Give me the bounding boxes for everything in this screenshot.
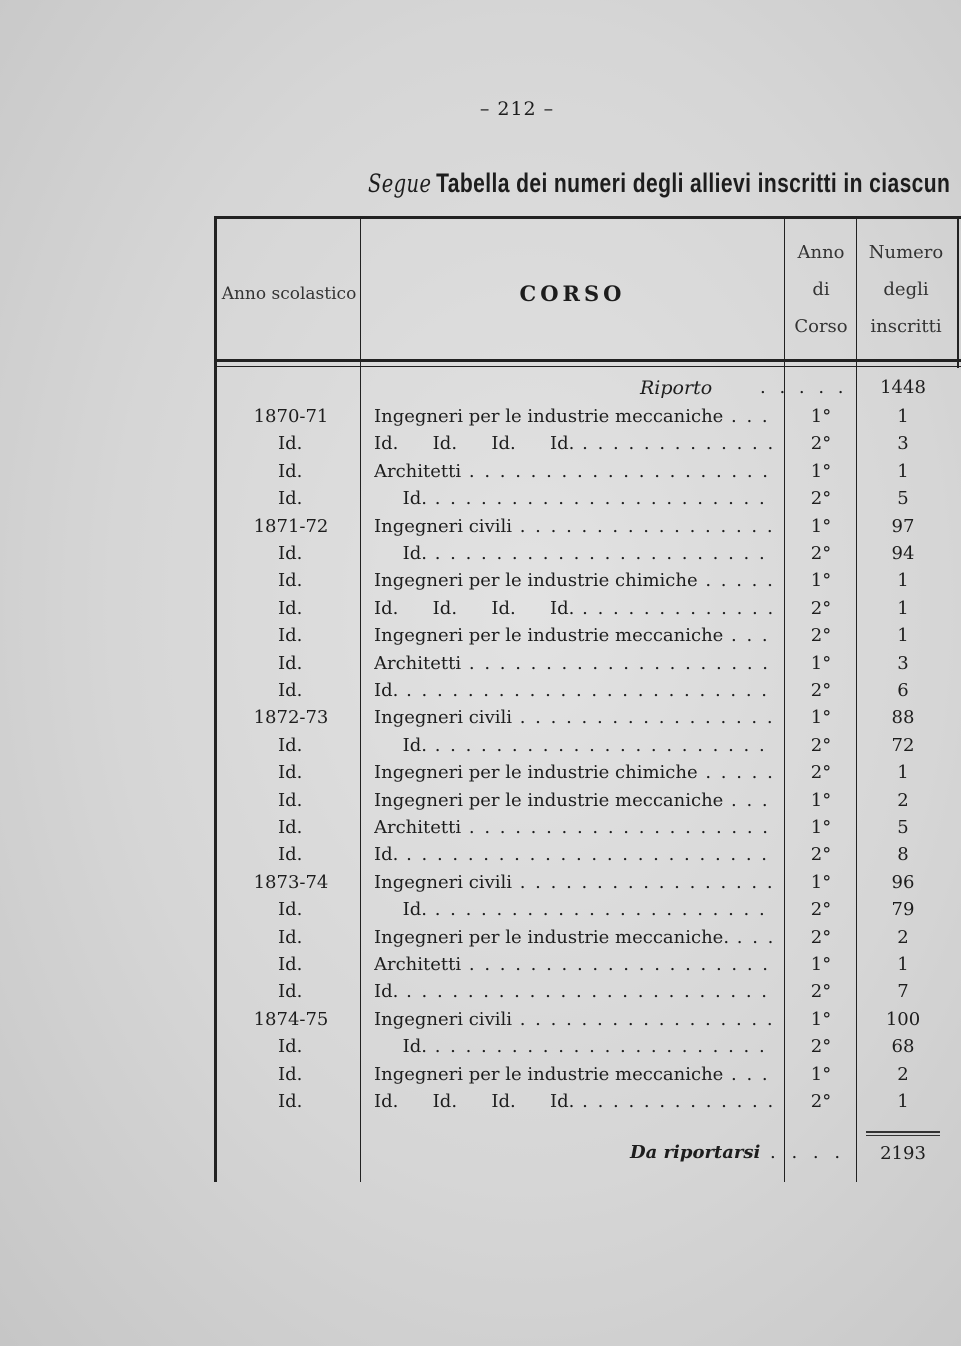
cell-course: Id. . . . <box>374 899 774 920</box>
table-row <box>0 541 961 569</box>
cell-course: Id. . . . <box>374 680 774 701</box>
riporto-value: 1448 <box>880 377 926 398</box>
table-row <box>0 815 961 843</box>
cell-anno-corso: 1° <box>810 460 832 482</box>
cell-num-inscritti: 1 <box>897 625 909 647</box>
table-row <box>0 486 961 514</box>
cell-num-inscritti: 100 <box>885 1008 921 1030</box>
cell-year: Id. <box>278 570 303 592</box>
header-num-3: inscritti <box>870 316 942 337</box>
cell-num-inscritti: 1 <box>897 406 909 427</box>
table-row <box>0 459 961 487</box>
cell-year: Id. <box>278 817 303 838</box>
cell-anno-corso: 1° <box>810 707 832 729</box>
cell-num-inscritti: 1 <box>897 762 909 784</box>
cell-year: Id. <box>278 762 303 784</box>
cell-course: Architetti . . . <box>374 817 774 838</box>
table-right-border <box>957 218 959 368</box>
table-row <box>0 678 961 706</box>
header-num-1: Numero <box>868 242 944 263</box>
cell-course: Architetti . . . <box>374 653 774 674</box>
cell-anno-corso: 2° <box>810 597 832 619</box>
table-row <box>0 788 961 816</box>
cell-num-inscritti: 5 <box>897 817 909 838</box>
cell-anno-corso: 2° <box>810 899 832 921</box>
cell-anno-corso: 1° <box>810 652 832 674</box>
cell-year: Id. <box>278 1091 303 1112</box>
heading-prefix: Segue <box>368 169 432 198</box>
cell-course: Ingegneri civili . . . <box>374 516 774 537</box>
table-row <box>0 596 961 624</box>
cell-num-inscritti: 6 <box>897 680 909 701</box>
header-bottom-rule <box>214 359 961 362</box>
cell-anno-corso: 2° <box>810 734 832 756</box>
cell-year: Id. <box>278 680 303 701</box>
table-row <box>0 1034 961 1062</box>
carry-forward-total: 2193 <box>880 1143 926 1164</box>
cell-year: Id. <box>278 899 303 921</box>
cell-course: Ingegneri per le industrie chimiche . . . <box>374 570 774 591</box>
cell-num-inscritti: 72 <box>891 734 915 756</box>
table-row <box>0 623 961 651</box>
cell-year: 1871-72 <box>253 515 329 537</box>
cell-num-inscritti: 68 <box>891 1036 915 1058</box>
cell-num-inscritti: 94 <box>891 543 915 564</box>
table-heading <box>368 168 951 199</box>
cell-year: Id. <box>278 652 303 674</box>
cell-num-inscritti: 79 <box>891 899 915 921</box>
cell-num-inscritti: 2 <box>897 926 909 948</box>
cell-course: Ingegneri civili . . . <box>374 1009 774 1030</box>
cell-year: 1874-75 <box>253 1008 329 1030</box>
table-row <box>0 925 961 953</box>
cell-year: 1873-74 <box>253 871 329 893</box>
cell-course: Ingegneri per le industrie meccaniche . . . <box>374 625 774 646</box>
table-row <box>0 1007 961 1035</box>
riporto-label: Riporto <box>640 377 713 399</box>
cell-anno-corso: 1° <box>810 871 832 893</box>
cell-num-inscritti: 1 <box>897 1091 909 1112</box>
cell-year: Id. <box>278 954 303 975</box>
cell-num-inscritti: 2 <box>897 1063 909 1085</box>
cell-anno-corso: 1° <box>810 1008 832 1030</box>
cell-course: Architetti . . . <box>374 461 774 482</box>
cell-course: Ingegneri per le industrie meccaniche. . . . <box>374 927 774 948</box>
cell-year: Id. <box>278 460 303 482</box>
cell-num-inscritti: 7 <box>897 981 909 1003</box>
cell-anno-corso: 2° <box>810 1091 832 1112</box>
total-rule-thin <box>866 1135 940 1136</box>
page-number: – 212 – <box>479 98 555 120</box>
cell-anno-corso: 2° <box>810 488 832 510</box>
cell-course: Id. . . . <box>374 488 774 509</box>
cell-course: Architetti . . . <box>374 954 774 975</box>
cell-anno-corso: 2° <box>810 680 832 701</box>
cell-anno-corso: 1° <box>810 570 832 592</box>
table-row <box>0 705 961 733</box>
table-row <box>0 514 961 542</box>
cell-num-inscritti: 5 <box>897 488 909 510</box>
table-row <box>0 842 961 870</box>
cell-year: 1872-73 <box>253 707 329 729</box>
header-anno-1: Anno <box>797 242 845 263</box>
cell-year: Id. <box>278 981 303 1003</box>
cell-year: Id. <box>278 734 303 756</box>
table-row <box>0 568 961 596</box>
cell-num-inscritti: 1 <box>897 460 909 482</box>
cell-anno-corso: 2° <box>810 543 832 564</box>
cell-course: Id. Id. Id. Id. . . . <box>374 1091 774 1112</box>
riporto-leader: . . . . . <box>760 377 848 398</box>
table-row <box>0 1089 961 1117</box>
table-top-rule <box>214 216 961 219</box>
table-row <box>0 651 961 679</box>
carry-forward-leader: . . . . <box>770 1142 846 1163</box>
cell-num-inscritti: 2 <box>897 789 909 811</box>
cell-anno-corso: 1° <box>810 789 832 811</box>
table-row <box>0 404 961 432</box>
cell-course: Ingegneri per le industrie meccaniche . . . <box>374 790 774 811</box>
cell-anno-corso: 1° <box>810 515 832 537</box>
cell-year: Id. <box>278 597 303 619</box>
cell-course: Ingegneri civili . . . <box>374 872 774 893</box>
cell-course: Id. . . . <box>374 543 774 564</box>
table-row <box>0 897 961 925</box>
header-bottom-rule-thin <box>214 366 961 367</box>
header-anno-3: Corso <box>794 316 848 337</box>
table-row <box>0 760 961 788</box>
cell-year: Id. <box>278 1063 303 1085</box>
cell-year: Id. <box>278 625 303 647</box>
cell-year: Id. <box>278 543 303 564</box>
table-row <box>0 733 961 761</box>
table-row <box>0 979 961 1007</box>
cell-course: Id. . . . <box>374 1036 774 1057</box>
cell-anno-corso: 2° <box>810 762 832 784</box>
cell-num-inscritti: 3 <box>897 652 909 674</box>
cell-anno-corso: 2° <box>810 926 832 948</box>
cell-num-inscritti: 8 <box>897 844 909 866</box>
header-anno-2: di <box>812 279 830 300</box>
cell-year: Id. <box>278 488 303 510</box>
table-row <box>0 1062 961 1090</box>
header-course: CORSO <box>519 281 626 306</box>
carry-forward-label: Da riportarsi <box>630 1142 761 1163</box>
cell-num-inscritti: 3 <box>897 433 909 455</box>
total-rule <box>866 1131 940 1133</box>
cell-anno-corso: 1° <box>810 406 832 427</box>
table-row <box>0 952 961 980</box>
cell-year: Id. <box>278 926 303 948</box>
cell-course: Ingegneri per le industrie meccaniche . . . <box>374 1064 774 1085</box>
cell-num-inscritti: 1 <box>897 954 909 975</box>
cell-course: Id. Id. Id. Id. . . . <box>374 433 774 454</box>
header-num-2: degli <box>883 279 929 300</box>
cell-anno-corso: 2° <box>810 1036 832 1058</box>
cell-num-inscritti: 1 <box>897 570 909 592</box>
cell-anno-corso: 2° <box>810 844 832 866</box>
cell-anno-corso: 2° <box>810 433 832 455</box>
cell-course: Ingegneri per le industrie meccaniche . . . <box>374 406 774 427</box>
cell-year: Id. <box>278 844 303 866</box>
table-row <box>0 870 961 898</box>
cell-anno-corso: 2° <box>810 625 832 647</box>
cell-anno-corso: 1° <box>810 817 832 838</box>
cell-course: Ingegneri per le industrie chimiche . . . <box>374 762 774 783</box>
cell-num-inscritti: 96 <box>891 871 915 893</box>
cell-anno-corso: 2° <box>810 981 832 1003</box>
cell-year: Id. <box>278 1036 303 1058</box>
cell-course: Id. . . . <box>374 844 774 865</box>
cell-course: Id. . . . <box>374 735 774 756</box>
header-year: Anno scolastico <box>221 284 357 304</box>
cell-num-inscritti: 88 <box>891 707 915 729</box>
cell-course: Ingegneri civili . . . <box>374 707 774 728</box>
cell-year: Id. <box>278 433 303 455</box>
cell-anno-corso: 1° <box>810 954 832 975</box>
cell-course: Id. . . . <box>374 981 774 1002</box>
cell-num-inscritti: 97 <box>891 515 915 537</box>
heading-main: Tabella dei numeri degli allievi inscritti in ciascun <box>436 168 951 198</box>
cell-year: 1870-71 <box>253 406 329 427</box>
cell-anno-corso: 1° <box>810 1063 832 1085</box>
cell-num-inscritti: 1 <box>897 597 909 619</box>
cell-year: Id. <box>278 789 303 811</box>
table-row <box>0 431 961 459</box>
cell-course: Id. Id. Id. Id. . . . <box>374 598 774 619</box>
